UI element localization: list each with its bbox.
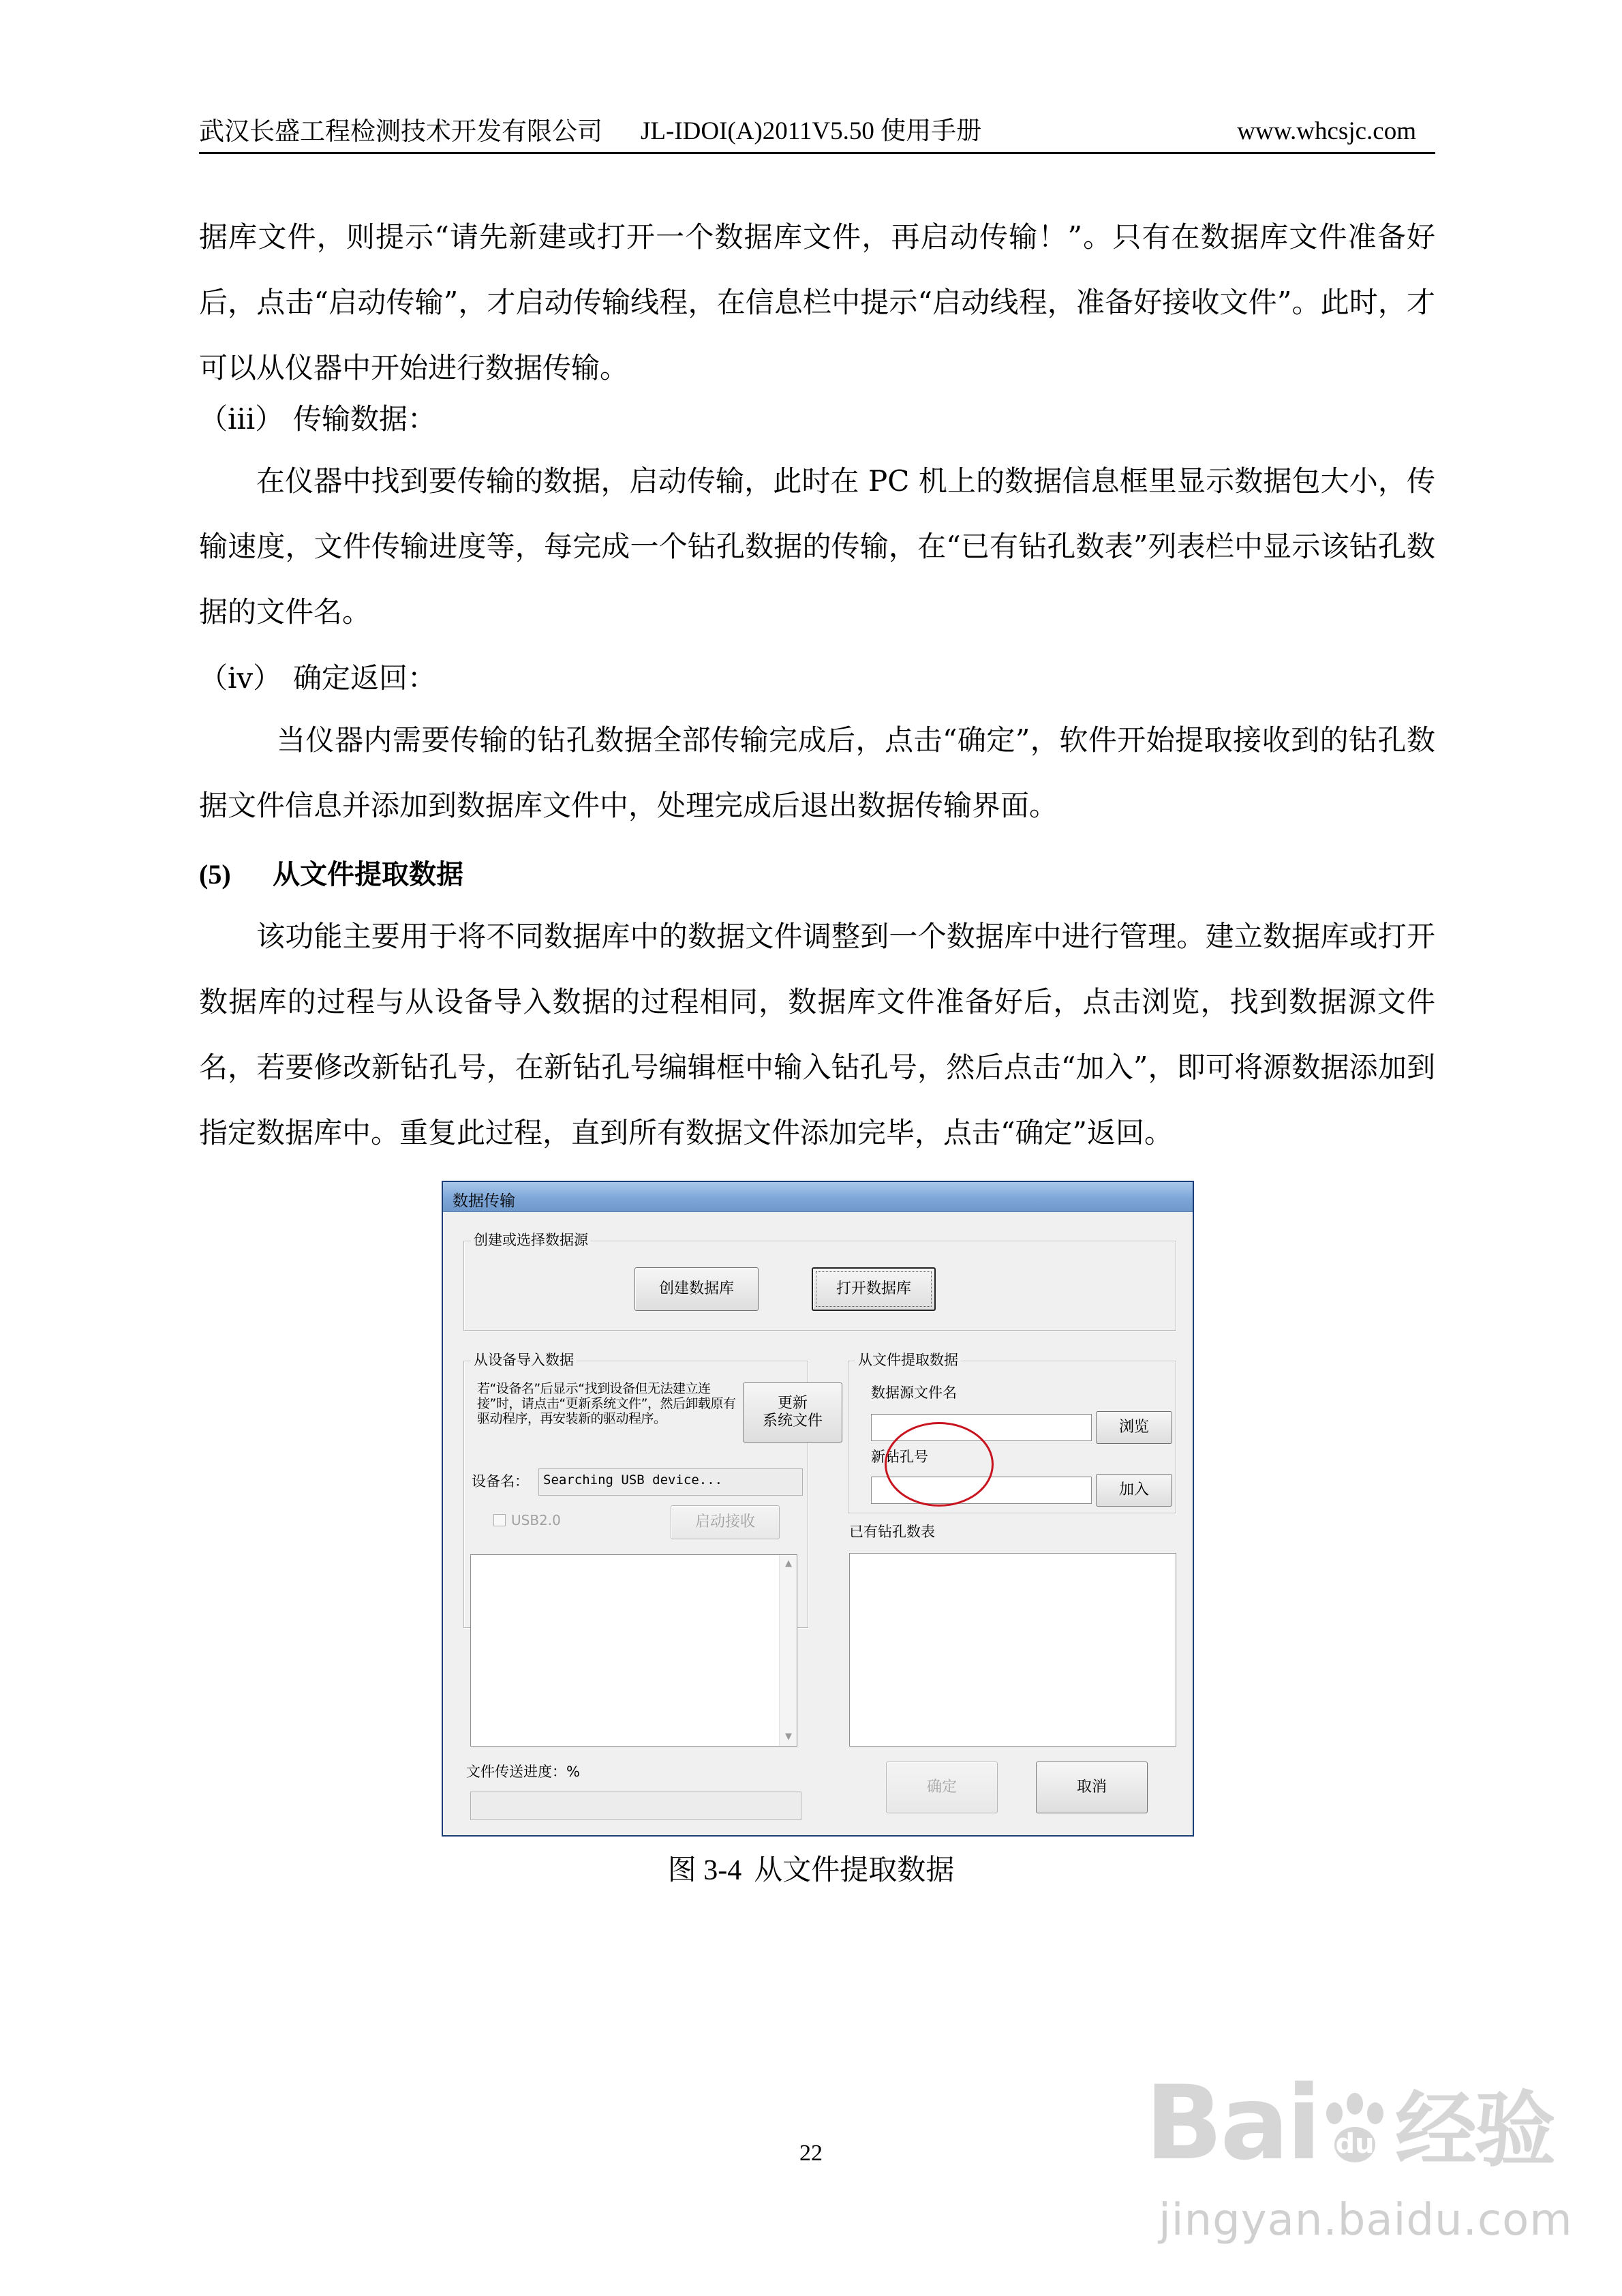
- dialog-titlebar[interactable]: [443, 1182, 1193, 1212]
- device-name-field: [538, 1468, 803, 1496]
- figure-number: 图 3-4: [667, 1855, 742, 1886]
- item-iv-title: 确定返回：: [293, 661, 437, 695]
- transfer-progress-bar: [470, 1792, 801, 1820]
- svg-text:du: du: [1335, 2128, 1375, 2160]
- driver-hint-text: 若“设备名”后显示“找到设备但无法建立连接”时，请点击“更新系统文件”，然后卸载原有驱动程序，再安装新的驱动程序。: [477, 1381, 736, 1426]
- header-url: www.whcsjc.com: [1237, 117, 1416, 145]
- cancel-button[interactable]: 取消: [1036, 1762, 1148, 1813]
- checkbox-box[interactable]: [493, 1514, 506, 1526]
- baidu-jingyan-watermark: [1131, 2064, 1573, 2270]
- transfer-info-listbox[interactable]: [470, 1554, 797, 1747]
- group-data-source: [463, 1232, 1176, 1331]
- new-hole-number-label: 新钻孔号: [871, 1449, 928, 1465]
- device-name-value: Searching USB device...: [543, 1472, 723, 1487]
- item-iii-label: （iii）: [199, 402, 284, 436]
- annotation-circle: [885, 1422, 994, 1507]
- ok-button[interactable]: 确定: [886, 1762, 998, 1813]
- header-manual-title: JL-IDOI(A)2011V5.50 使用手册: [641, 117, 982, 145]
- existing-holes-label: 已有钻孔数表: [849, 1524, 935, 1540]
- listbox-scrollbar[interactable]: [779, 1555, 797, 1746]
- transfer-progress-label: 文件传送进度：%: [466, 1764, 580, 1780]
- scroll-up-arrow-icon[interactable]: ▲: [785, 1558, 792, 1569]
- watermark-logo-suffix: 经验: [1394, 2083, 1553, 2178]
- scroll-down-arrow-icon[interactable]: ▼: [785, 1732, 792, 1742]
- figure-title: 从文件提取数据: [754, 1853, 955, 1886]
- update-button-line2: 系统文件: [762, 1413, 823, 1430]
- usb2-checkbox[interactable]: [493, 1512, 561, 1528]
- update-button-line1: 更新: [777, 1395, 808, 1412]
- group-import-device-label: 从设备导入数据: [471, 1351, 577, 1369]
- paw-icon: [1314, 2089, 1396, 2171]
- browse-button[interactable]: 浏览: [1096, 1411, 1172, 1444]
- start-receive-button[interactable]: 启动接收: [671, 1505, 780, 1539]
- paragraph-extract-from-file: 该功能主要用于将不同数据库中的数据文件调整到一个数据库中进行管理。建立数据库或打开数据库的过程与从设备导入数据的过程相同，数据库文件准备好后，点击浏览，找到数据源文件名，若要修改新钻孔号，在新钻孔号编辑框中输入钻孔号，然后点击“加入”，即可将源数据添加到指定数据库中。重复此过程，直到所有数据文件添加完毕，点击“确定”返回。: [199, 920, 1435, 1149]
- item-iv-label: （iv）: [199, 661, 282, 695]
- item-iii-heading: [199, 402, 436, 436]
- update-system-files-button[interactable]: [743, 1383, 842, 1442]
- section-title: 从文件提取数据: [273, 859, 463, 890]
- source-file-label: 数据源文件名: [871, 1385, 957, 1401]
- existing-holes-listbox[interactable]: [849, 1553, 1176, 1747]
- create-database-button[interactable]: 创建数据库: [634, 1267, 759, 1311]
- device-name-label: 设备名：: [472, 1473, 529, 1490]
- section-number: (5): [199, 859, 231, 890]
- usb2-label: USB2.0: [511, 1512, 561, 1528]
- item-iii-title: 传输数据：: [293, 402, 437, 436]
- open-database-button[interactable]: 打开数据库: [812, 1267, 936, 1311]
- item-iv-heading: [199, 661, 436, 695]
- paragraph-confirm-return: 当仪器内需要传输的钻孔数据全部传输完成后，点击“确定”，软件开始提取接收到的钻孔数据文件信息并添加到数据库文件中，处理完成后退出数据传输界面。: [199, 723, 1435, 822]
- paragraph-start-transfer: 据库文件，则提示“请先新建或打开一个数据库文件，再启动传输！”。只有在数据库文件准备好后，点击“启动传输”，才启动传输线程，在信息栏中提示“启动线程，准备好接收文件”。此时，才可以从仪器中开始进行数据传输。: [199, 220, 1435, 384]
- watermark-url: jingyan.baidu.com: [1159, 2195, 1573, 2246]
- add-button[interactable]: 加入: [1096, 1474, 1172, 1507]
- data-transfer-dialog: [442, 1181, 1194, 1837]
- section-5-heading: [199, 858, 463, 892]
- group-extract-file-label: 从文件提取数据: [855, 1351, 961, 1369]
- group-data-source-label: 创建或选择数据源: [471, 1231, 591, 1249]
- page-header: [199, 115, 1435, 154]
- header-company: 武汉长盛工程检测技术开发有限公司: [199, 117, 602, 146]
- figure-caption: [0, 1853, 1622, 1888]
- page-number: 22: [799, 2141, 823, 2166]
- paragraph-transfer-data: 在仪器中找到要传输的数据，启动传输，此时在 PC 机上的数据信息框里显示数据包大小，传输速度，文件传输进度等，每完成一个钻孔数据的传输，在“已有钻孔数表”列表栏中显示该钻孔数据的文件名。: [199, 464, 1435, 629]
- watermark-logo-bai: Bai: [1145, 2064, 1319, 2183]
- dialog-title: 数据传输: [453, 1192, 515, 1210]
